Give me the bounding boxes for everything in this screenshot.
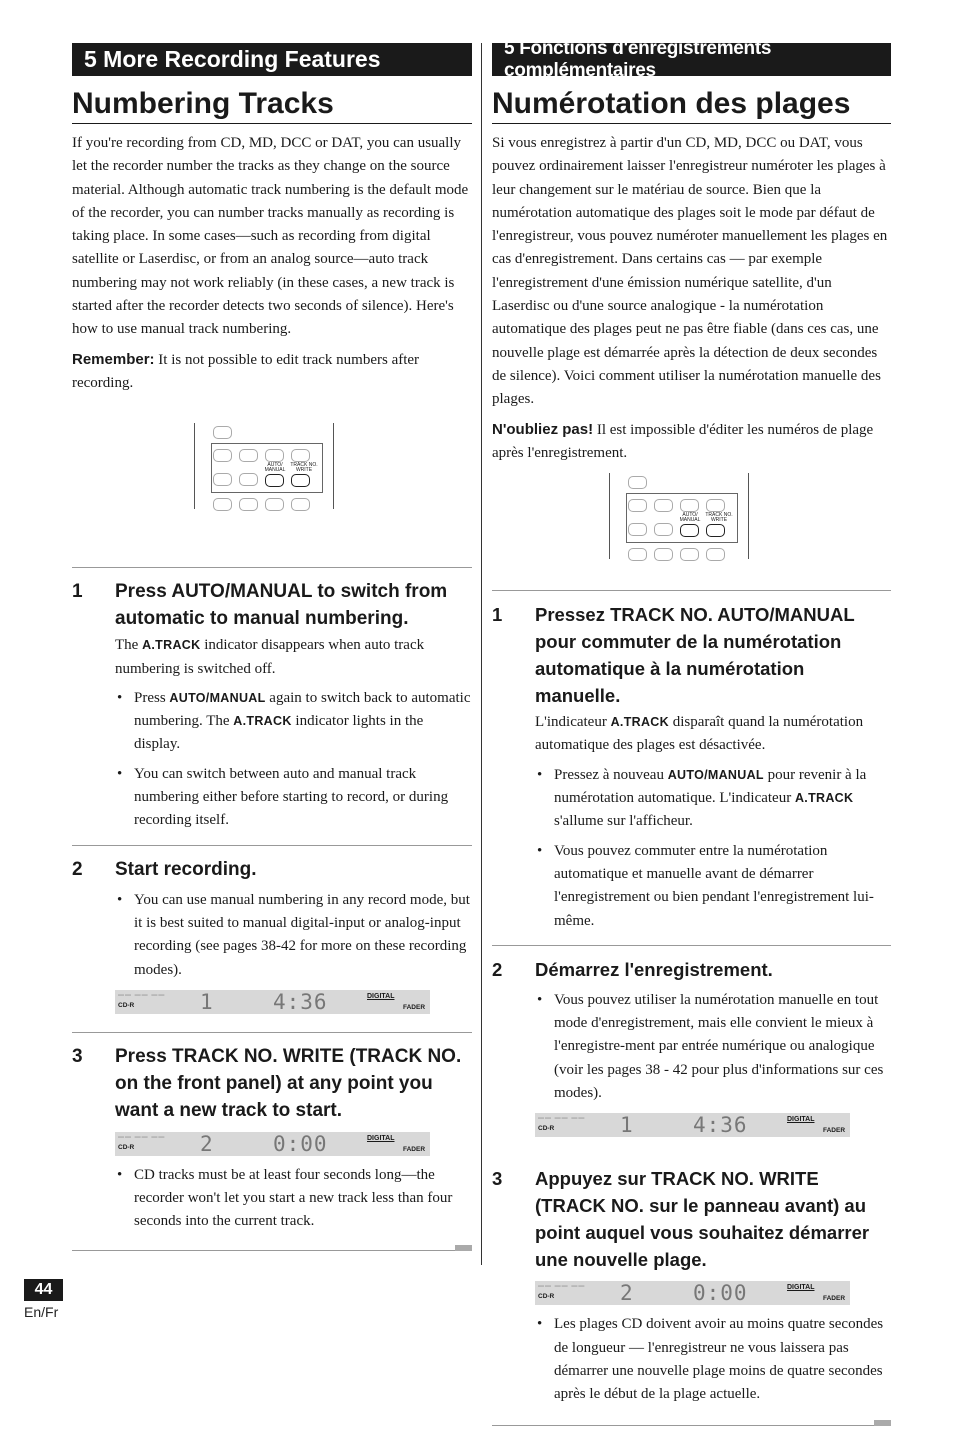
step-1-bullet: • Pressez à nouveau AUTO/MANUAL pour revenir à la numérotation automatique. L'indicateur A.TRACK s'allume sur l'afficheur.: [537, 766, 867, 830]
remote-button: [213, 449, 232, 462]
display-panel: ▬▬ ▬▬ ▬▬ CD-R 1 4:36 DIGITAL FADER: [115, 990, 430, 1014]
display-time: 4:36: [693, 1113, 748, 1138]
step-1-text: The A.TRACK indicator disappears when auto track numbering is switched off.: [115, 637, 425, 677]
step-2-bullet: • You can use manual numbering in any record mode, but it is best suited to manual digital-input or analog-input recording (see pages 38-42 for more on these recording modes).: [117, 891, 470, 978]
intro-paragraph: If you're recording from CD, MD, DCC or DAT, you can usually let the recorder number the tracks as they change on the source material. Although automatic track numbering is the default mode of the recorder, you can number tracks manually as recording is taking place. In some cases—such as recording from digital satellite or Laserdisc, or from an analog source—auto track numbering may not work reliably (in these cases, a new track is started after the recorder detects two seconds of silence). Here's how to use manual track numbering.: [72, 135, 469, 338]
remote-control-drawing: [194, 423, 334, 509]
remote-button: [213, 426, 232, 439]
step-3-heading: 3 Appuyez sur TRACK NO. WRITE (TRACK NO. sur le panneau avant) au point auquel vous souhaitez démarrer une nouvelle plage.: [492, 1168, 870, 1271]
remote-button: [213, 498, 232, 511]
step-1-bullet: • Press AUTO/MANUAL again to switch back to automatic numbering. The A.TRACK indicator lights in the display.: [117, 689, 471, 753]
remember-note: [72, 348, 472, 396]
track-write-label: TRACK NO. WRITE: [290, 462, 318, 474]
page-title: Numbering Tracks: [72, 86, 472, 124]
display-time: 0:00: [273, 1131, 328, 1156]
remote-button: [628, 476, 647, 489]
display-track: 1: [200, 989, 213, 1014]
step-2-heading: 2 Démarrez l'enregistrement.: [492, 958, 773, 980]
page-number: 44: [24, 1279, 63, 1301]
display-time: 4:36: [273, 989, 328, 1014]
track-write-button: [291, 474, 310, 487]
remote-button: [291, 498, 310, 511]
step-1-text: L'indicateur A.TRACK disparaît quand la numérotation automatique des plages est désactivée.: [535, 714, 864, 754]
chapter-heading: 5 Fonctions d'enregistrements complémentaires: [492, 43, 891, 76]
step-3-bullet: • CD tracks must be at least four seconds long—the recorder won't let you start a new track less than four seconds into the current track.: [117, 1166, 453, 1230]
remote-button: [291, 449, 310, 462]
chapter-heading: 5 More Recording Features: [72, 43, 472, 76]
track-write-label: TRACK NO. WRITE: [705, 512, 733, 524]
remote-button: [706, 499, 725, 512]
display-track: 2: [620, 1281, 633, 1306]
remote-button: [239, 473, 258, 486]
step-2-heading: 2 Start recording.: [72, 858, 257, 880]
remote-illustration: [492, 465, 891, 590]
step-3-heading: 3 Press TRACK NO. WRITE (TRACK NO. on the front panel) at any point you want a new track to start.: [72, 1045, 462, 1121]
a-track-indicator: A.TRACK: [142, 638, 201, 653]
display-panel: ▬▬ ▬▬ ▬▬ CD-R 2 0:00 DIGITAL FADER: [115, 1132, 430, 1156]
auto-manual-button: [265, 474, 284, 487]
step-1: [72, 567, 472, 844]
step-1: [492, 590, 891, 945]
remote-button: [628, 523, 647, 536]
step-2-bullet: • Vous pouvez utiliser la numérotation manuelle en tout mode d'enregistrement, mais elle convient le mieux à l'enregistre-ment par entrée numérique ou analogique (voir les pages 38 - 42 pour plus d'informations sur ces modes).: [537, 991, 884, 1102]
remote-button: [654, 548, 673, 561]
remote-button: [654, 523, 673, 536]
remote-button: [239, 449, 258, 462]
remote-illustration: [72, 395, 472, 567]
remember-label: Remember:: [72, 350, 155, 368]
remote-button: [628, 499, 647, 512]
remote-button: [706, 548, 725, 561]
step-3: [72, 1032, 472, 1244]
column-divider: [481, 43, 482, 1265]
page-title: Numérotation des plages: [492, 86, 891, 124]
display-track: 2: [200, 1131, 213, 1156]
a-track-indicator: A.TRACK: [610, 715, 669, 730]
display-time: 0:00: [693, 1281, 748, 1306]
auto-manual-button: [680, 524, 699, 537]
step-1-bullet: • Vous pouvez commuter entre la numérotation automatique et manuelle avant de démarrer l'enregistrement ou bien pendant l'enregistrement lui-même.: [537, 842, 874, 929]
step-1-bullet: • You can switch between auto and manual track numbering either before starting to record, or during recording itself.: [117, 765, 449, 829]
page-language: En/Fr: [24, 1304, 59, 1320]
remote-button: [680, 499, 699, 512]
remember-label: N'oubliez pas!: [492, 420, 594, 438]
french-column: [492, 37, 891, 1435]
step-2: [72, 845, 472, 1032]
auto-manual-label: AUTO/ MANUAL: [264, 462, 286, 474]
english-column: [72, 43, 472, 1260]
step-1-heading: 1 Pressez TRACK NO. AUTO/MANUAL pour commuter de la numérotation automatique à la numérotation manuelle.: [492, 604, 855, 707]
track-write-button: [706, 524, 725, 537]
section-end-rule: [492, 1425, 891, 1435]
step-2: [492, 945, 891, 1155]
remote-button: [680, 548, 699, 561]
remote-control-drawing: [609, 473, 749, 559]
remote-button: [265, 498, 284, 511]
display-panel: ▬▬ ▬▬ ▬▬ CD-R 2 0:00 DIGITAL FADER: [535, 1281, 850, 1305]
remote-button: [213, 473, 232, 486]
intro-paragraph: Si vous enregistrez à partir d'un CD, MD, DCC ou DAT, vous pouvez ordinairement laisser l'enregistreur numéroter les plages à leur changement sur le matériau de source. Bien que la numérotation automatique des plages soit le mode par défaut de l'enregistreur, vous pouvez numéroter manuellement les plages en cas d'enregistrement. Dans certains cas — par exemple l'enregistrement d'une émission numérique satellite, d'un Laserdisc ou d'une source analogique - la numérotation automatique des plages peut ne pas être fiable (dans ces cas, une nouvelle plage est démarrée après la détection de deux secondes de silence). Voici comment utiliser la numérotation manuelle des plages.: [492, 135, 888, 408]
step-1-heading: 1 Press AUTO/MANUAL to switch from automatic to manual numbering.: [72, 581, 448, 630]
remember-text: It is not possible to edit track numbers after recording.: [72, 351, 420, 391]
remote-button: [654, 499, 673, 512]
auto-manual-label: AUTO/ MANUAL: [679, 512, 701, 524]
display-panel: ▬▬ ▬▬ ▬▬ CD-R 1 4:36 DIGITAL FADER: [535, 1113, 850, 1137]
remote-button: [628, 548, 647, 561]
step-3-bullet: • Les plages CD doivent avoir au moins quatre secondes de longueur — l'enregistreur ne vous laissera pas démarrer une nouvelle plage moins de quatre secondes après le début de la plage actuelle.: [537, 1316, 884, 1403]
section-end-rule: [72, 1250, 472, 1260]
remote-button: [239, 498, 258, 511]
step-3: [492, 1155, 891, 1412]
display-track: 1: [620, 1113, 633, 1138]
remember-text: Il est impossible d'éditer les numéros de plage après l'enregistrement.: [492, 421, 874, 461]
remember-note: [492, 418, 891, 466]
remote-button: [265, 449, 284, 462]
